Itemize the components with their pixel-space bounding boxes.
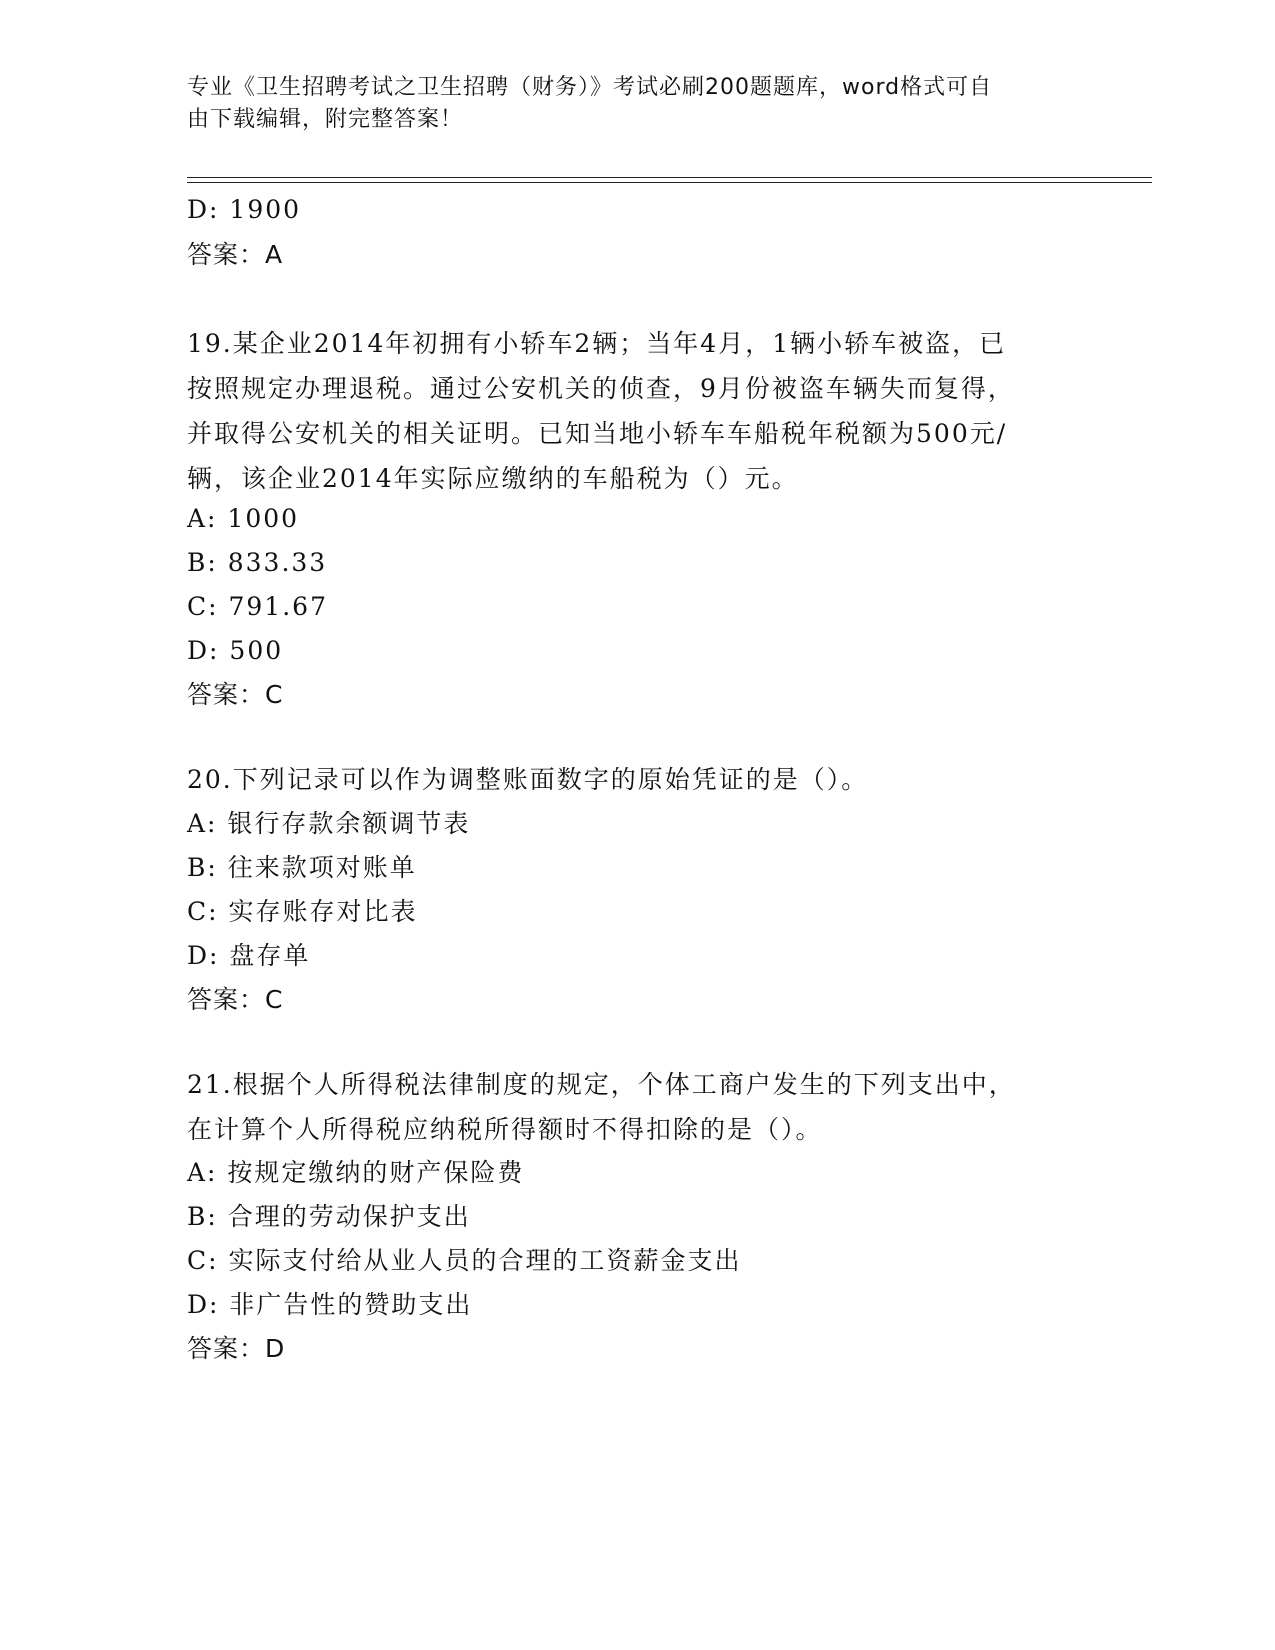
question-stem-line: 在计算个人所得税应纳税所得额时不得扣除的是（）。	[187, 1115, 823, 1144]
answer-line: 答案：C	[187, 680, 284, 709]
question-stem-line: 19.某企业2014年初拥有小轿车2辆；当年4月，1辆小轿车被盗，已	[187, 329, 1007, 358]
document-header	[187, 72, 1067, 136]
option-b: B: 合理的劳动保护支出	[187, 1202, 471, 1231]
question-stem-line: 21.根据个人所得税法律制度的规定，个体工商户发生的下列支出中，	[187, 1070, 1016, 1099]
question-20-stem	[187, 757, 1087, 802]
option-c: C: 实存账存对比表	[187, 897, 418, 926]
option-b: B: 往来款项对账单	[187, 853, 417, 882]
header-divider-bottom	[187, 182, 1152, 183]
header-line-1: 专业《卫生招聘考试之卫生招聘（财务）》考试必刷200题题库，word格式可自	[187, 75, 993, 100]
header-line-2: 由下载编辑，附完整答案！	[187, 107, 464, 132]
option-a: A: 1000	[187, 504, 300, 533]
question-21-stem	[187, 1062, 1087, 1152]
header-divider-top	[187, 177, 1152, 178]
question-stem-line: 20.下列记录可以作为调整账面数字的原始凭证的是（）。	[187, 765, 869, 794]
question-19-stem	[187, 321, 1087, 501]
option-b: B: 833.33	[187, 548, 328, 577]
option-d: D: 盘存单	[187, 941, 311, 970]
question-stem-line: 并取得公安机关的相关证明。已知当地小轿车车船税年税额为500元/	[187, 419, 1008, 448]
question-stem-line: 按照规定办理退税。通过公安机关的侦查，9月份被盗车辆失而复得，	[187, 374, 1015, 403]
option-d: D: 非广告性的赞助支出	[187, 1290, 473, 1319]
answer-line: 答案：C	[187, 985, 284, 1014]
option-a: A: 按规定缴纳的财产保险费	[187, 1158, 525, 1187]
question-stem-line: 辆，该企业2014年实际应缴纳的车船税为（）元。	[187, 464, 799, 493]
answer-line: 答案：D	[187, 1334, 286, 1363]
option-c: C: 实际支付给从业人员的合理的工资薪金支出	[187, 1246, 742, 1275]
option-a: A: 银行存款余额调节表	[187, 809, 471, 838]
option-d: D: 500	[187, 636, 284, 665]
answer-line: 答案：A	[187, 240, 284, 269]
option-d: D: 1900	[187, 195, 302, 224]
option-c: C: 791.67	[187, 592, 328, 621]
